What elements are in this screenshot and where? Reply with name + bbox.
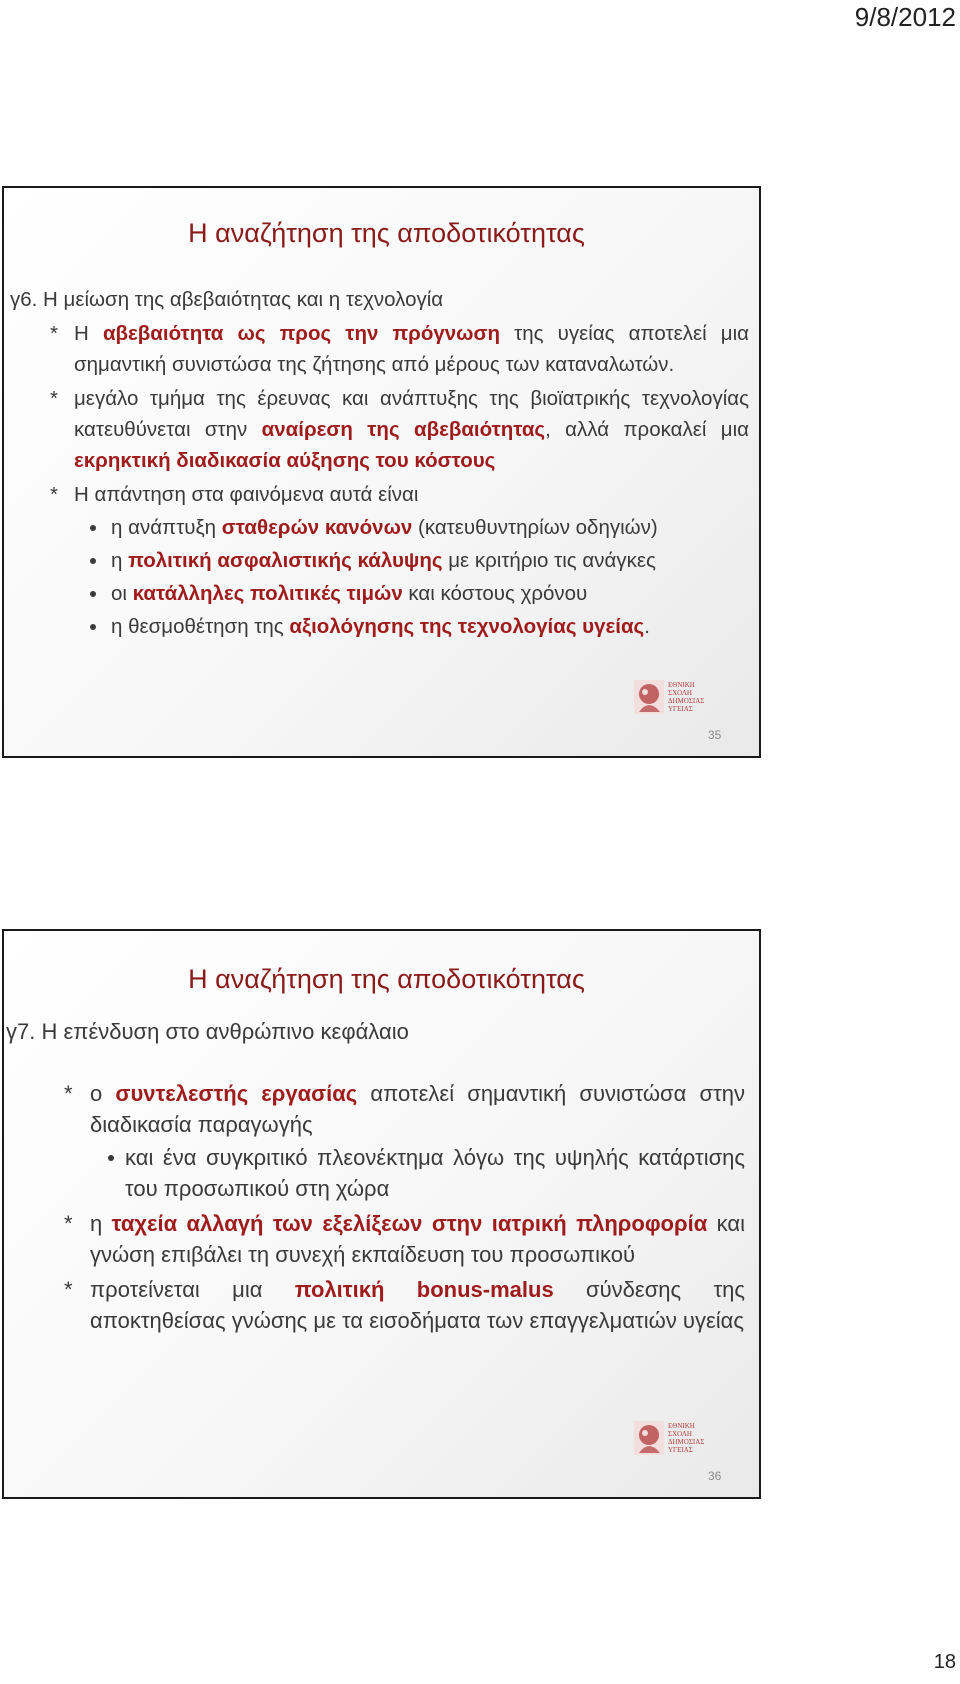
item-text: αποτελεί σημαντική συνιστώσα στην διαδικασία παραγωγής	[90, 1081, 745, 1137]
list-item	[10, 318, 749, 380]
asterisk-marker: *	[50, 387, 58, 410]
logo-text: ΕΘΝΙΚΗ	[668, 1422, 695, 1430]
slide-title: Η αναζήτηση της αποδοτικότητας	[188, 964, 585, 994]
asterisk-marker: *	[64, 1081, 73, 1106]
bullet-dot-icon	[108, 1155, 114, 1161]
item-text: (κατευθυντηρίων οδηγιών)	[412, 516, 658, 539]
logo-text: ΥΓΕΙΑΣ	[668, 705, 693, 713]
slide-35	[2, 186, 761, 758]
item-highlight: ταχεία αλλαγή των εξελίξεων στην ιατρική πληροφορία	[111, 1211, 708, 1236]
page-date: 9/8/2012	[854, 2, 956, 32]
item-text: η	[90, 1211, 112, 1236]
list-item	[10, 383, 749, 476]
section-heading: γ7. Η επένδυση στο ανθρώπινο κεφάλαιο	[6, 1019, 409, 1044]
item-text: , αλλά προκαλεί μια	[545, 418, 749, 441]
slide-body	[10, 284, 749, 642]
slide-body	[6, 1016, 745, 1336]
logo-text: ΣΧΟΛΗ	[668, 1430, 692, 1438]
item-highlight: πολιτική bonus-malus	[294, 1277, 554, 1302]
school-logo	[634, 678, 716, 718]
item-text: .	[644, 615, 650, 638]
bullet-dot-icon	[90, 624, 96, 630]
asterisk-marker: *	[64, 1277, 73, 1302]
item-text: η ανάπτυξη	[111, 516, 222, 539]
item-text: μεγάλο τμήμα της έρευνας και ανάπτυξης της βιοϊατρικής τεχνολογίας κατευθύνεται στην	[74, 387, 749, 441]
bullet-item	[10, 512, 749, 543]
bullet-item	[10, 611, 749, 642]
item-highlight: σταθερών κανόνων	[221, 516, 413, 539]
logo-text: ΕΘΝΙΚΗ	[668, 681, 695, 689]
page-number: 18	[933, 1651, 956, 1673]
slide-number: 36	[708, 1469, 722, 1483]
slide-36	[2, 929, 761, 1499]
item-text: της υγείας αποτελεί μια σημαντική συνιστώσα της ζήτησης από μέρους των καταναλωτών.	[74, 322, 750, 376]
item-text: και γνώση επιβάλει τη συνεχή εκπαίδευση του προσωπικού	[90, 1211, 746, 1267]
item-text: Η	[74, 322, 103, 345]
asterisk-marker: *	[50, 483, 58, 506]
item-text: προτείνεται μια	[90, 1277, 295, 1302]
item-text: η	[111, 549, 129, 572]
item-text: σύνδεσης της αποκτηθείσας γνώσης με τα εισοδήματα των επαγγελματιών υγείας	[90, 1277, 745, 1333]
bullet-item	[6, 1142, 745, 1204]
logo-text: ΔΗΜΟΣΙΑΣ	[668, 1438, 705, 1446]
bullet-dot-icon	[90, 591, 96, 597]
item-highlight: κατάλληλες πολιτικές τιμών	[132, 582, 403, 605]
item-text: και ένα συγκριτικό πλεονέκτημα λόγω της υψηλής κατάρτισης του προσωπικού στη χώρα	[125, 1145, 745, 1201]
item-text: ο	[90, 1081, 116, 1106]
item-text: η θεσμοθέτηση της	[111, 615, 290, 638]
list-item	[6, 1078, 745, 1140]
item-text: με κριτήριο τις ανάγκες	[442, 549, 656, 572]
item-highlight: αβεβαιότητα ως προς την πρόγνωση	[102, 322, 501, 345]
item-highlight: πολιτική ασφαλιστικής κάλυψης	[128, 549, 443, 572]
bullet-item	[10, 578, 749, 609]
list-item	[10, 479, 749, 510]
list-item	[6, 1274, 745, 1336]
asterisk-marker: *	[50, 322, 58, 345]
item-highlight: εκρηκτική διαδικασία αύξησης του κόστους	[74, 449, 496, 472]
item-text: Η απάντηση στα φαινόμενα αυτά είναι	[74, 483, 419, 506]
logo-text: ΣΧΟΛΗ	[668, 689, 692, 697]
school-logo	[634, 1419, 716, 1459]
item-highlight: αναίρεση της αβεβαιότητας	[261, 418, 546, 441]
asterisk-marker: *	[64, 1211, 73, 1236]
item-highlight: συντελεστής εργασίας	[115, 1081, 358, 1106]
bullet-dot-icon	[90, 525, 96, 531]
slide-number: 35	[708, 728, 722, 742]
slide-title: Η αναζήτηση της αποδοτικότητας	[188, 218, 585, 248]
logo-text: ΥΓΕΙΑΣ	[668, 1446, 693, 1454]
list-item	[6, 1208, 745, 1270]
bullet-dot-icon	[90, 558, 96, 564]
spacer	[6, 1050, 745, 1074]
item-text: και κόστους χρόνου	[402, 582, 588, 605]
bullet-item	[10, 545, 749, 576]
item-text: οι	[111, 582, 133, 605]
logo-text: ΔΗΜΟΣΙΑΣ	[668, 697, 705, 705]
section-heading: γ6. Η μείωση της αβεβαιότητας και η τεχνολογία	[10, 288, 444, 311]
item-highlight: αξιολόγησης της τεχνολογίας υγείας	[289, 615, 645, 638]
